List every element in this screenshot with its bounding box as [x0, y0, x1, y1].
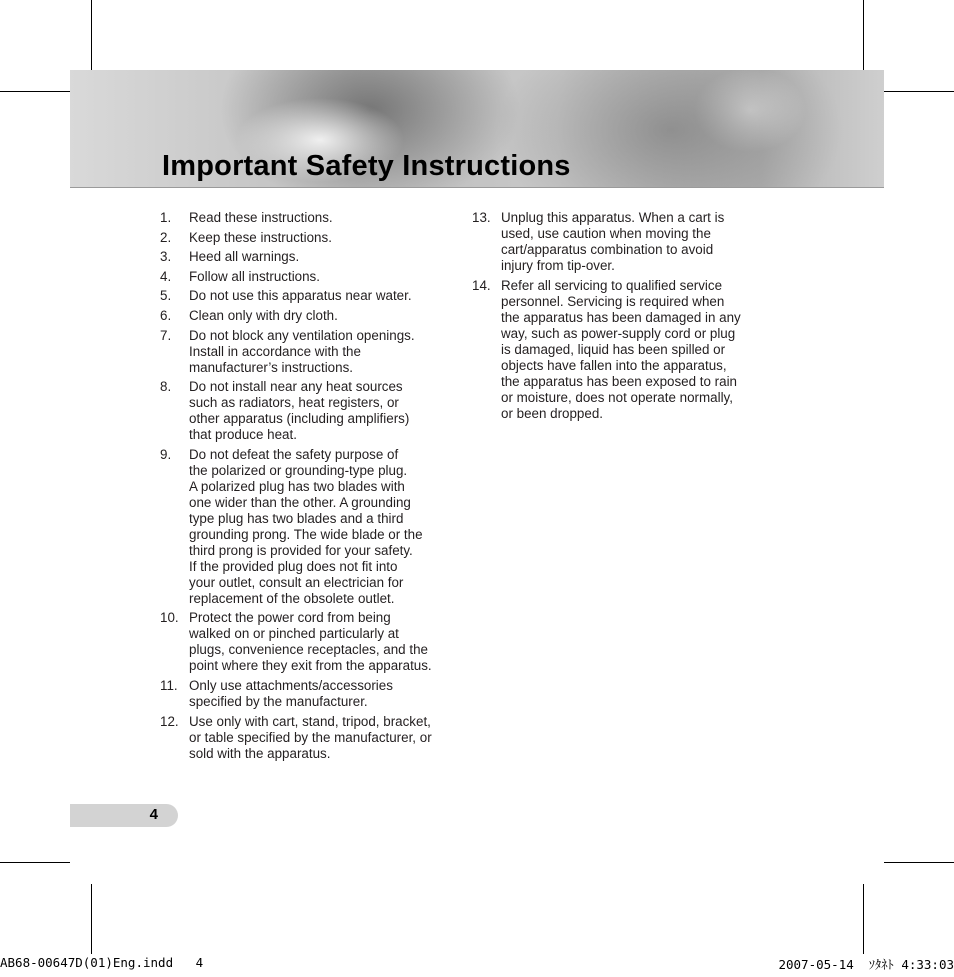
list-item — [472, 210, 762, 274]
item-text: Do not block any ventilation openings. Install in accordance with the manufacturer’s instructions. — [189, 327, 415, 375]
item-text: Do not install near any heat sources such as radiators, heat registers, or other apparatus (including amplifiers) that produce heat. — [189, 379, 410, 443]
item-number: 8. — [160, 379, 172, 395]
crop-mark — [884, 862, 954, 863]
item-number: 1. — [160, 210, 172, 225]
item-text: Clean only with dry cloth. — [189, 307, 338, 323]
item-number: 11. — [160, 677, 178, 693]
item-number: 7. — [160, 327, 172, 343]
list-item — [160, 308, 450, 324]
item-number: 10. — [160, 610, 179, 626]
item-number: 5. — [160, 288, 172, 304]
item-text: Refer all servicing to qualified service personnel. Servicing is required when the apparatus has been damaged in any way, such as power-supply cord or plug is damaged, liquid has been spilled or objects have fallen into the apparatus, the apparatus has been exposed to rain or moisture, does not operate normally, or been dropped. — [501, 277, 741, 421]
print-slug-left: AB68-00647D(01)Eng.indd 4 — [0, 955, 204, 970]
list-item — [160, 447, 450, 607]
item-text: Only use attachments/accessories specified by the manufacturer. — [189, 677, 393, 709]
list-item — [160, 328, 450, 376]
item-number: 14. — [472, 277, 491, 293]
item-number: 12. — [160, 713, 179, 729]
list-item — [472, 278, 762, 422]
header-banner — [70, 70, 884, 188]
crop-mark — [863, 0, 864, 70]
crop-mark — [91, 884, 92, 954]
crop-mark — [884, 91, 954, 92]
item-text: Use only with cart, stand, tripod, bracket, or table specified by the manufacturer, or sold with the apparatus. — [189, 713, 432, 761]
item-number: 13. — [472, 210, 491, 225]
item-number: 9. — [160, 446, 172, 462]
list-item — [160, 210, 450, 226]
list-item — [160, 714, 450, 762]
list-item — [160, 379, 450, 443]
item-number: 4. — [160, 268, 172, 284]
item-text: Unplug this apparatus. When a cart is used, use caution when moving the cart/apparatus combination to avoid injury from tip-over. — [501, 210, 725, 273]
crop-mark — [0, 862, 70, 863]
crop-mark — [0, 91, 70, 92]
item-text: Follow all instructions. — [189, 268, 320, 284]
list-item — [160, 230, 450, 246]
print-slug-right: 2007-05-14 ｿﾀﾈﾄ 4:33:03 — [778, 957, 954, 972]
crop-mark — [863, 884, 864, 954]
list-item — [160, 288, 450, 304]
instructions-left-column — [160, 210, 450, 765]
list-item — [160, 269, 450, 285]
page-number: 4 — [149, 806, 158, 823]
item-text: Protect the power cord from being walked on or pinched particularly at plugs, convenience receptacles, and the point where they exit from the apparatus. — [189, 610, 432, 674]
page-title: Important Safety Instructions — [162, 150, 571, 182]
page-number-tab — [70, 804, 178, 827]
list-item — [160, 249, 450, 265]
item-text: Keep these instructions. — [189, 229, 332, 245]
item-number: 2. — [160, 229, 172, 245]
crop-mark — [91, 0, 92, 70]
item-number: 6. — [160, 307, 172, 323]
item-text: Do not use this apparatus near water. — [189, 288, 412, 304]
instructions-right-column — [472, 210, 762, 425]
list-item — [160, 678, 450, 710]
item-text: Read these instructions. — [189, 210, 333, 225]
item-text: Do not defeat the safety purpose of the polarized or grounding-type plug. A polarized plug has two blades with one wider than the other. A grounding type plug has two blades and a third grounding prong. The wide blade or the third prong is provided for your safety. If the provided plug does not fit into your outlet, consult an electrician for replacement of the obsolete outlet. — [189, 446, 423, 606]
list-item — [160, 610, 450, 674]
item-number: 3. — [160, 249, 172, 265]
item-text: Heed all warnings. — [189, 249, 300, 265]
